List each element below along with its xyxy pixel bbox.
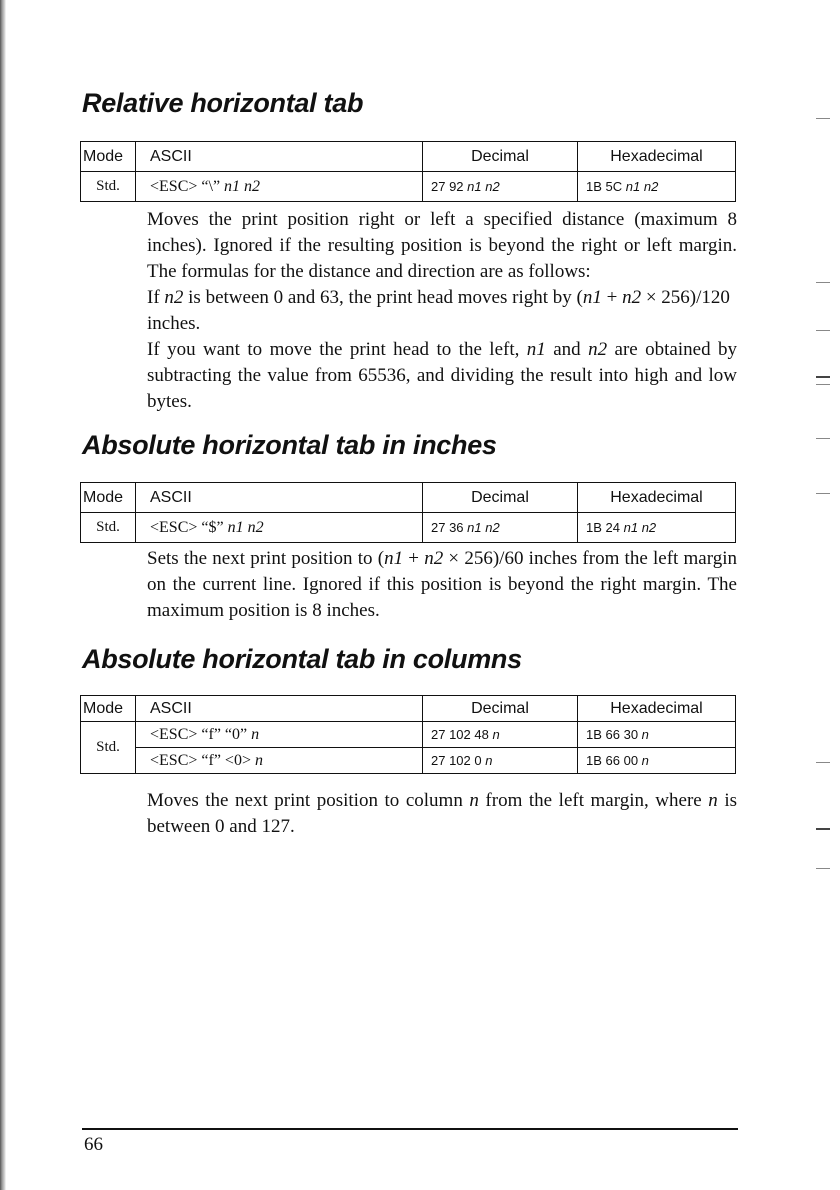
command-table-relative-tab — [80, 141, 736, 202]
command-table-absolute-tab-inches — [80, 482, 736, 543]
cell-mode: Std. — [81, 172, 136, 202]
margin-mark — [816, 376, 830, 378]
cell-hexadecimal: 1B 24 n1 n2 — [578, 513, 736, 543]
description-absolute-tab-columns — [147, 788, 737, 840]
margin-mark — [816, 828, 830, 830]
cell-hexadecimal: 1B 66 00 n — [578, 748, 736, 774]
table-header-row — [81, 483, 736, 513]
header-hexadecimal: Hexadecimal — [578, 142, 736, 172]
description-paragraph: Moves the next print position to column n from the left margin, where n is between 0 and 127. — [147, 790, 737, 837]
cell-decimal: 27 36 n1 n2 — [423, 513, 578, 543]
description-paragraph: If you want to move the print head to the left, n1 and n2 are obtained by subtracting the value from 65536, and dividing the result into high and low bytes. — [147, 339, 737, 412]
header-decimal: Decimal — [423, 142, 578, 172]
cell-mode: Std. — [81, 513, 136, 543]
cell-ascii: <ESC> “f” <0> n — [136, 748, 423, 774]
scan-edge — [0, 0, 6, 1190]
table-row — [81, 513, 736, 543]
section-title-absolute-tab-columns: Absolute horizontal tab in columns — [82, 644, 522, 674]
cell-mode: Std. — [81, 722, 136, 774]
header-mode: Mode — [81, 142, 136, 172]
cell-decimal: 27 102 0 n — [423, 748, 578, 774]
margin-mark — [816, 868, 830, 869]
margin-mark — [816, 438, 830, 439]
margin-mark — [816, 118, 830, 119]
margin-mark — [816, 493, 830, 494]
cell-ascii: <ESC> “$” n1 n2 — [136, 513, 423, 543]
header-decimal: Decimal — [423, 696, 578, 722]
table-header-row — [81, 142, 736, 172]
margin-mark — [816, 330, 830, 331]
table-row — [81, 722, 736, 748]
cell-decimal: 27 102 48 n — [423, 722, 578, 748]
header-mode: Mode — [81, 696, 136, 722]
section-title-absolute-tab-inches: Absolute horizontal tab in inches — [82, 430, 497, 460]
page-number: 66 — [84, 1134, 103, 1155]
cell-ascii: <ESC> “\” n1 n2 — [136, 172, 423, 202]
margin-mark — [816, 282, 830, 283]
description-relative-tab — [147, 207, 737, 415]
header-decimal: Decimal — [423, 483, 578, 513]
description-paragraph: Moves the print position right or left a specified distance (maximum 8 inches). Ignored if the resulting position is beyond the right or left margin. The formulas for the distance and direction are as follows: — [147, 209, 737, 282]
command-table-absolute-tab-columns — [80, 695, 736, 774]
footer-rule — [82, 1128, 738, 1130]
cell-decimal: 27 92 n1 n2 — [423, 172, 578, 202]
description-absolute-tab-inches — [147, 546, 737, 624]
margin-mark — [816, 762, 830, 763]
header-ascii: ASCII — [136, 142, 423, 172]
description-paragraph: If n2 is between 0 and 63, the print head moves right by (n1 + n2 × 256)/120 inches. — [147, 287, 730, 334]
header-mode: Mode — [81, 483, 136, 513]
margin-mark — [816, 384, 830, 385]
section-title-relative-tab: Relative horizontal tab — [82, 88, 364, 118]
cell-hexadecimal: 1B 5C n1 n2 — [578, 172, 736, 202]
header-hexadecimal: Hexadecimal — [578, 696, 736, 722]
cell-hexadecimal: 1B 66 30 n — [578, 722, 736, 748]
table-header-row — [81, 696, 736, 722]
cell-ascii: <ESC> “f” “0” n — [136, 722, 423, 748]
header-ascii: ASCII — [136, 696, 423, 722]
header-ascii: ASCII — [136, 483, 423, 513]
table-row — [81, 172, 736, 202]
table-row — [81, 748, 736, 774]
description-paragraph: Sets the next print position to (n1 + n2 × 256)/60 inches from the left margin on the current line. Ignored if this position is beyond the right margin. The maximum position is 8 inches. — [147, 548, 737, 621]
header-hexadecimal: Hexadecimal — [578, 483, 736, 513]
